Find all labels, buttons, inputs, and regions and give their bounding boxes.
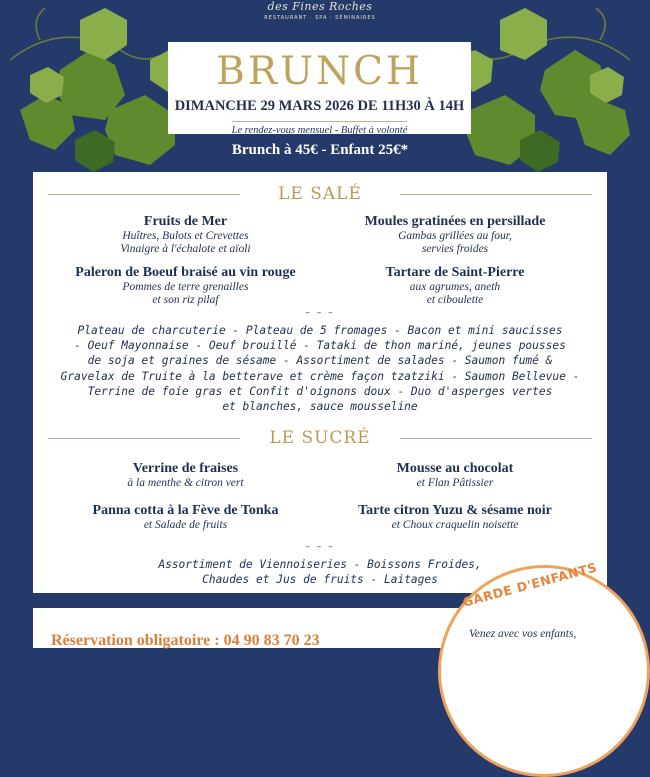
dish-description: et Choux craquelin noisette xyxy=(391,519,519,531)
buffet-line: Terrine de foie gras et Confit d'oignons doux - Duo d'asperges vertes xyxy=(87,384,553,398)
brand-name: des Fines Roches xyxy=(267,0,373,13)
menu-card xyxy=(33,172,607,593)
buffet-line: - Oeuf Mayonnaise - Oeuf brouillé - Tataki de thon mariné, jeunes pousses xyxy=(74,339,566,353)
section-title-sale: LE SALÉ xyxy=(278,184,362,204)
buffet-line: Assortiment de Viennoiseries - Boissons Froides, xyxy=(158,558,482,571)
dish-description: Huîtres, Bulots et Crevettes xyxy=(122,230,249,242)
buffet-line: de soja et graines de sésame - Assortiment de salades - Saumon fumé & xyxy=(87,354,553,368)
dish-name: Verrine de fraises xyxy=(132,461,239,476)
dish-name: Panna cotta à la Fève de Tonka xyxy=(92,503,279,518)
kids-care-badge xyxy=(438,559,650,777)
dish-item xyxy=(323,265,587,306)
badge-title: GARDE D'ENFANTS xyxy=(461,559,599,610)
dish-description: à la menthe & citron vert xyxy=(127,477,244,489)
divider-line xyxy=(400,194,592,195)
event-title: BRUNCH xyxy=(216,49,423,94)
dish-description: aux agrumes, aneth xyxy=(409,281,501,293)
dish-item xyxy=(53,265,318,306)
dish-description: servies froides xyxy=(421,242,489,255)
buffet-line: Chaudes et Jus de fruits - Laitages xyxy=(202,573,438,587)
dish-item xyxy=(323,503,587,532)
sale-buffet-list xyxy=(51,323,589,414)
dish-name: Tarte citron Yuzu & sésame noir xyxy=(358,503,552,518)
dish-name: Tartare de Saint-Pierre xyxy=(385,265,525,280)
separator: – – – xyxy=(305,308,335,318)
dish-description: Gambas grillées au four, xyxy=(398,230,512,242)
section-title-sucre: LE SUCRÉ xyxy=(269,428,371,448)
title-box xyxy=(168,42,471,134)
event-tagline: Le rendez-vous mensuel - Buffet à volonté xyxy=(232,121,408,136)
dish-name: Paleron de Boeuf braisé au vin rouge xyxy=(75,265,296,280)
dish-description: et Flan Pâtissier xyxy=(416,477,494,489)
dish-item xyxy=(53,461,318,490)
section-heading-sale xyxy=(48,184,592,204)
buffet-line: et blanches, sauce mousseline xyxy=(222,400,418,414)
dish-name: Fruits de Mer xyxy=(143,214,228,229)
dish-name: Mousse au chocolat xyxy=(396,461,514,476)
event-date: DIMANCHE 29 MARS 2026 DE 11H30 À 14H xyxy=(174,98,465,114)
dish-item xyxy=(53,503,318,532)
dish-description: et son riz pilaf xyxy=(152,293,219,306)
section-heading-sucre xyxy=(48,428,592,448)
buffet-line: Gravelax de Truite à la betterave et crème façon tzatziki - Saumon Bellevue - xyxy=(60,369,580,383)
brand-tagline: RESTAURANT · SPA · SÉMINAIRES xyxy=(264,15,376,21)
dish-description: Vinaigre à l'échalote et aïoli xyxy=(120,242,251,255)
badge-text: Venez avec vos enfants, xyxy=(469,628,577,640)
divider-line xyxy=(400,438,592,439)
separator: – – – xyxy=(305,542,335,552)
dish-description: Pommes de terre grenailles xyxy=(122,281,249,293)
buffet-line: Plateau de charcuterie - Plateau de 5 fromages - Bacon et mini saucisses xyxy=(77,324,563,337)
dish-description: et ciboulette xyxy=(426,293,484,306)
dish-name: Moules gratinées en persillade xyxy=(364,214,546,229)
event-price: Brunch à 45€ - Enfant 25€* xyxy=(231,142,409,158)
dish-item xyxy=(53,214,318,255)
dish-description: et Salade de fruits xyxy=(143,519,228,531)
reservation-text: Réservation obligatoire : 04 90 83 70 23 xyxy=(51,632,320,649)
dish-item xyxy=(323,214,587,255)
dish-item xyxy=(323,461,587,490)
